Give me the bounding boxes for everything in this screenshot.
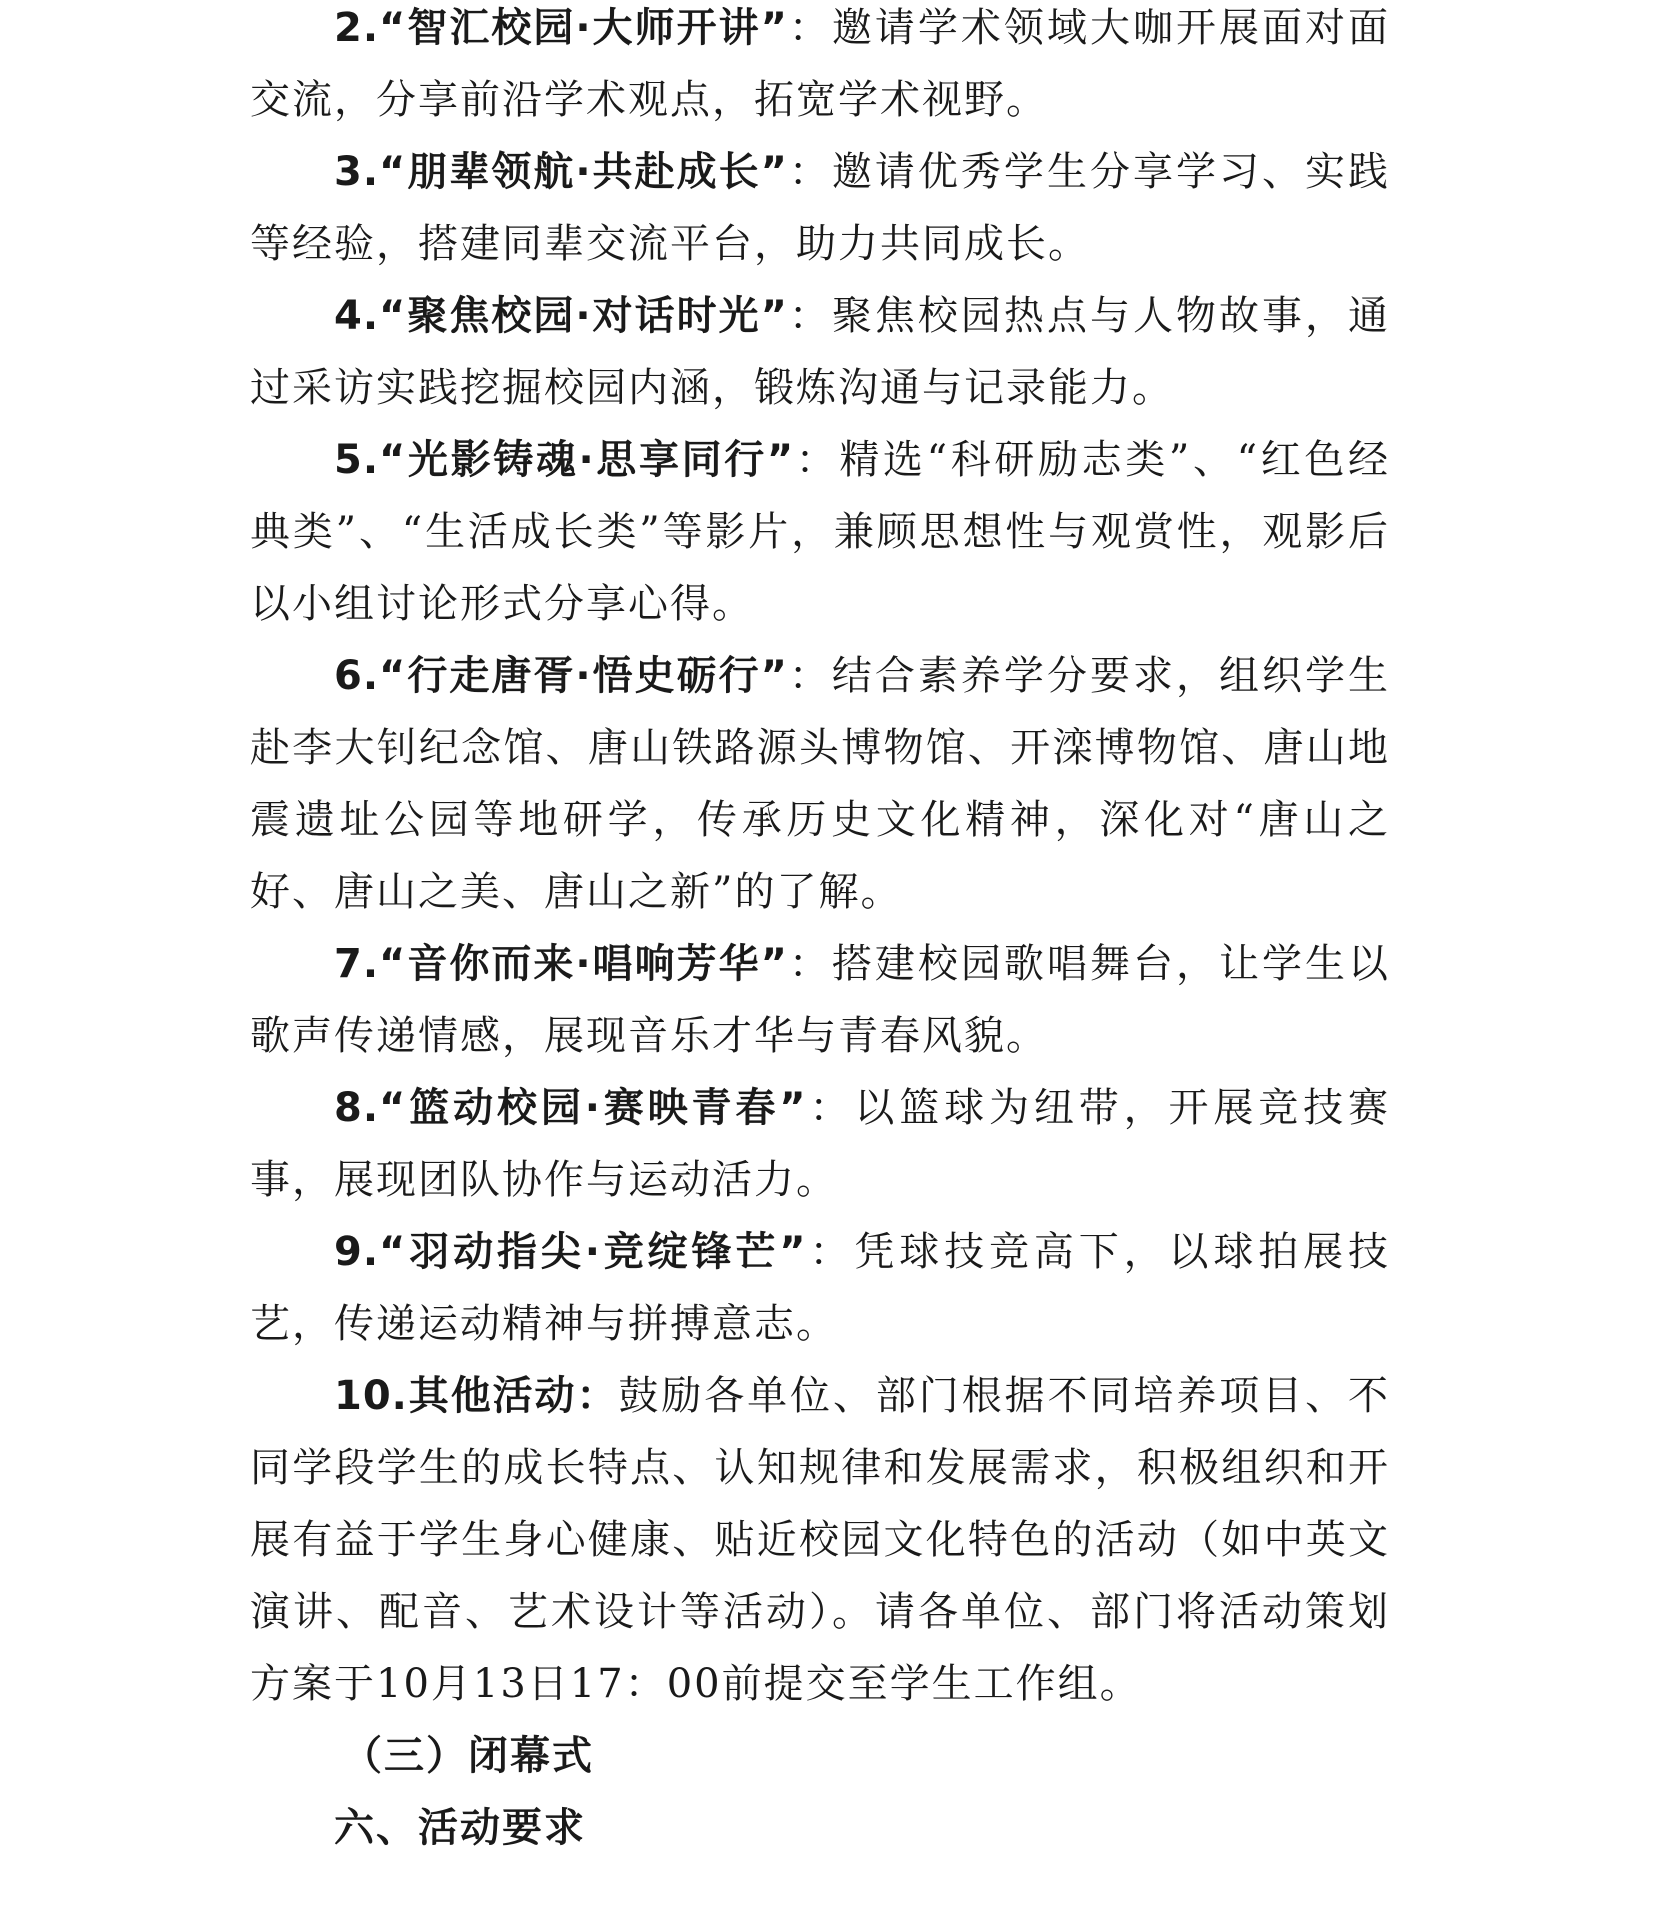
activity-title: 7.“音你而来·唱响芳华” bbox=[334, 941, 788, 987]
activity-item-5 bbox=[250, 424, 1390, 640]
activity-item-4 bbox=[250, 280, 1390, 424]
activity-description: ：聚焦校园热点与人物故事，通过采访实践挖掘校园内涵，锻炼沟通与记录能力。 bbox=[250, 293, 1390, 411]
activity-description: ：以篮球为纽带，开展竞技赛事，展现团队协作与运动活力。 bbox=[250, 1085, 1390, 1203]
activity-title: 6.“行走唐胥·悟史砺行” bbox=[334, 653, 788, 699]
activity-item-10 bbox=[250, 1360, 1390, 1720]
closing-ceremony-heading: （三）闭幕式 bbox=[342, 1733, 594, 1779]
activity-description: 鼓励各单位、部门根据不同培养项目、不同学段学生的成长特点、认知规律和发展需求，积极组织和开展有益于学生身心健康、贴近校园文化特色的活动（如中英文演讲、配音、艺术设计等活动）。请各单位、部门将活动策划方案于10月13日17：00前提交至学生工作组。 bbox=[250, 1373, 1391, 1707]
activity-title: 2.“智汇校园·大师开讲” bbox=[334, 5, 788, 51]
document-body bbox=[250, 0, 1390, 1864]
activity-item-2 bbox=[250, 0, 1390, 136]
activity-title: 4.“聚焦校园·对话时光” bbox=[334, 293, 788, 339]
activity-item-3 bbox=[250, 136, 1390, 280]
activity-description: ：凭球技竞高下，以球拍展技艺，传递运动精神与拼搏意志。 bbox=[250, 1229, 1390, 1347]
activity-description: ：邀请优秀学生分享学习、实践等经验，搭建同辈交流平台，助力共同成长。 bbox=[250, 149, 1390, 267]
activity-title: 9.“羽动指尖·竞绽锋芒” bbox=[334, 1229, 807, 1275]
activity-item-8 bbox=[250, 1072, 1390, 1216]
activity-item-6 bbox=[250, 640, 1390, 928]
activity-description: ：邀请学术领域大咖开展面对面交流，分享前沿学术观点，拓宽学术视野。 bbox=[250, 5, 1390, 123]
activity-title: 10.其他活动： bbox=[334, 1373, 619, 1419]
activity-description: ：搭建校园歌唱舞台，让学生以歌声传递情感，展现音乐才华与青春风貌。 bbox=[250, 941, 1390, 1059]
requirements-section-heading: 六、活动要求 bbox=[334, 1805, 586, 1851]
activity-title: 3.“朋辈领航·共赴成长” bbox=[334, 149, 788, 195]
activity-description: ：精选“科研励志类”、“红色经典类”、“生活成长类”等影片，兼顾思想性与观赏性，观影后以小组讨论形式分享心得。 bbox=[250, 437, 1390, 627]
activity-title: 8.“篮动校园·赛映青春” bbox=[334, 1085, 807, 1131]
activity-item-7 bbox=[250, 928, 1390, 1072]
activity-title: 5.“光影铸魂·思享同行” bbox=[334, 437, 795, 483]
activity-description: ：结合素养学分要求，组织学生赴李大钊纪念馆、唐山铁路源头博物馆、开滦博物馆、唐山地震遗址公园等地研学，传承历史文化精神，深化对“唐山之好、唐山之美、唐山之新”的了解。 bbox=[250, 653, 1390, 915]
activity-item-9 bbox=[250, 1216, 1390, 1360]
